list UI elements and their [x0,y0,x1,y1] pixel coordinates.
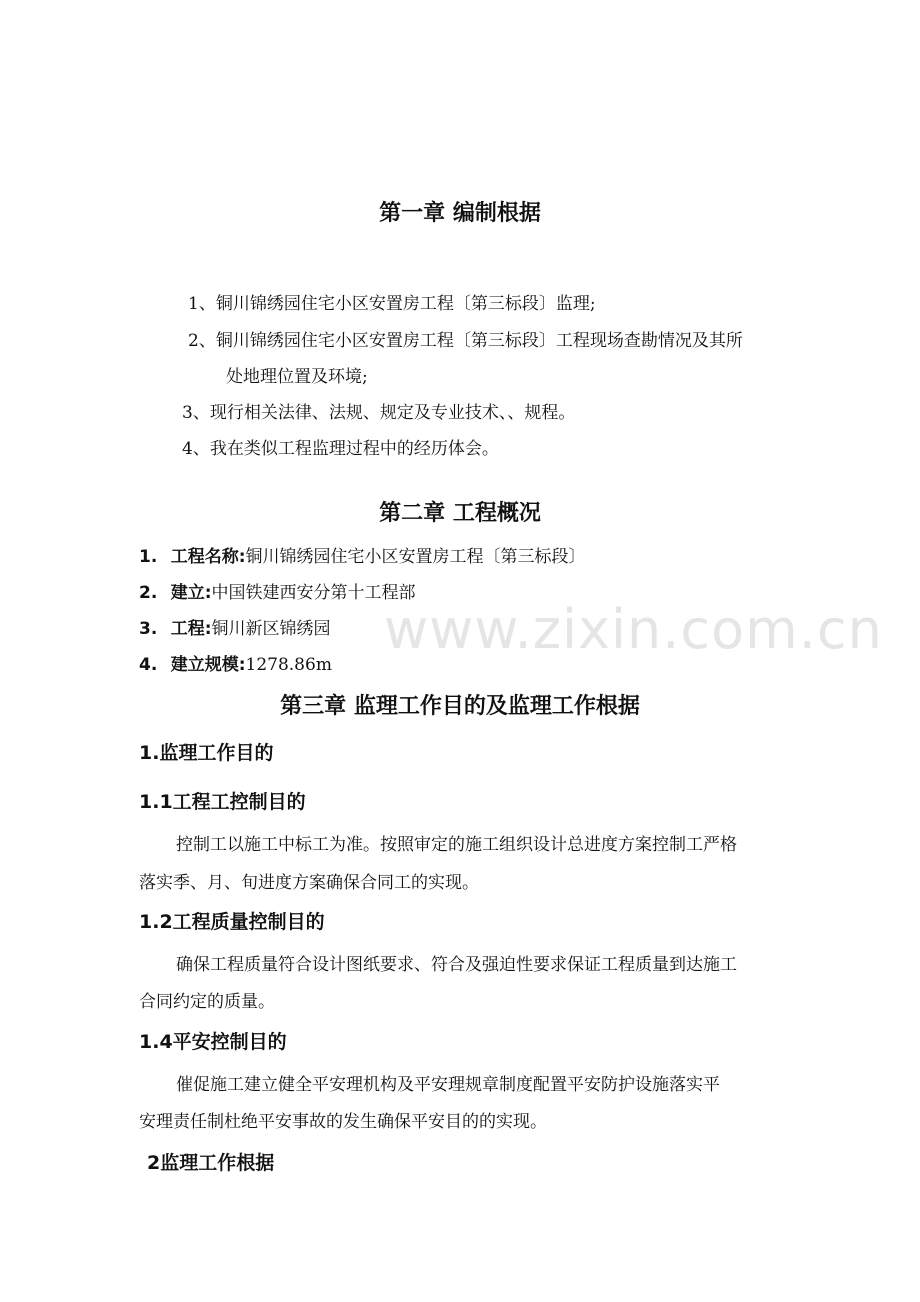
overview-num: 3. [139,619,158,639]
basis-item-4: 4、我在类似工程监理过程中的经历体会。 [182,439,499,459]
section-1-2-line-2: 合同约定的质量。 [139,992,275,1012]
overview-value: 中国铁建西安分第十工程部 [211,583,416,603]
section-1-1-line-1: 控制工以施工中标工为准。按照审定的施工组织设计总进度方案控制工严格 [176,835,737,855]
basis-item-2: 2、铜川锦绣园住宅小区安置房工程〔第三标段〕工程现场查勘情况及其所 [188,331,743,351]
section-1-2-title: 1.2工程质量控制目的 [139,911,325,933]
watermark: www.zixin.com.cn [384,598,883,661]
overview-row-3 [139,614,331,639]
section-1-title: 1.监理工作目的 [139,742,274,764]
overview-row-1 [139,542,586,567]
basis-item-3: 3、现行相关法律、法规、规定及专业技术、、规程。 [182,403,576,423]
overview-num: 4. [139,655,158,675]
section-2-title: 2监理工作根据 [147,1152,275,1174]
overview-row-2 [139,578,416,603]
section-1-2-line-1: 确保工程质量符合设计图纸要求、符合及强迫性要求保证工程质量到达施工 [176,955,737,975]
section-1-4-title: 1.4平安控制目的 [139,1031,287,1053]
overview-value: 铜川新区锦绣园 [211,619,331,639]
overview-num: 1. [139,547,158,567]
section-1-4-line-2: 安理责任制杜绝平安事故的发生确保平安目的的实现。 [139,1112,547,1132]
basis-item-2-cont: 处地理位置及环境; [226,367,368,387]
chapter-3-title: 第三章 监理工作目的及监理工作根据 [280,694,640,719]
section-1-1-title: 1.1工程工控制目的 [139,791,306,813]
overview-label: 工程: [170,619,212,639]
overview-label: 工程名称: [170,547,246,567]
overview-row-4 [139,650,332,675]
overview-value: 1278.86m [245,655,332,675]
section-1-1-line-2: 落实季、月、旬进度方案确保合同工的实现。 [139,873,479,893]
section-1-4-line-1: 催促施工建立健全平安理机构及平安理规章制度配置平安防护设施落实平 [176,1075,720,1095]
basis-item-1: 1、铜川锦绣园住宅小区安置房工程〔第三标段〕监理; [188,294,596,314]
chapter-2-title: 第二章 工程概况 [379,501,541,526]
overview-label: 建立规模: [170,655,246,675]
overview-value: 铜川锦绣园住宅小区安置房工程〔第三标段〕 [245,547,586,567]
overview-label: 建立: [170,583,212,603]
overview-num: 2. [139,583,158,603]
chapter-1-title: 第一章 编制根据 [379,201,541,226]
